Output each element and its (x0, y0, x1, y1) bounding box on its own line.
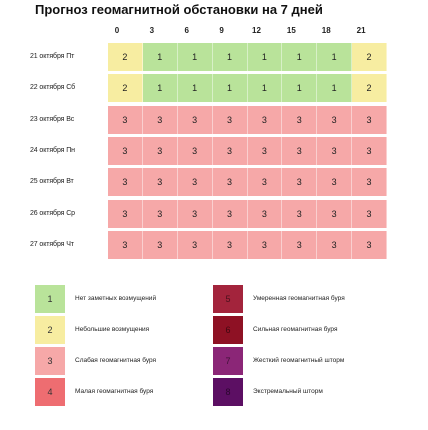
forecast-cell: 3 (143, 200, 178, 228)
forecast-cell: 1 (178, 74, 213, 102)
forecast-cell: 3 (282, 200, 317, 228)
day-label: 27 октября Чт (30, 240, 74, 248)
forecast-cell: 2 (108, 43, 143, 71)
hour-axis (0, 26, 428, 40)
hour-label: 21 (356, 26, 366, 35)
legend-label: Жесткий геомагнитный шторм (253, 357, 345, 364)
legend-item (213, 347, 398, 375)
forecast-cell: 3 (178, 106, 213, 134)
forecast-cell: 3 (248, 137, 283, 165)
hour-label: 3 (149, 26, 155, 35)
legend-label: Сильная геомагнитная буря (253, 326, 338, 333)
forecast-cell: 2 (352, 43, 387, 71)
day-row (0, 137, 428, 165)
legend-label: Экстремальный шторм (253, 388, 323, 395)
forecast-cell: 3 (108, 200, 143, 228)
forecast-cell: 3 (317, 137, 352, 165)
day-row (0, 200, 428, 228)
legend-swatch: 7 (213, 347, 243, 375)
forecast-cell: 3 (213, 168, 248, 196)
legend-label: Нет заметных возмущений (75, 295, 157, 302)
forecast-cell: 1 (248, 74, 283, 102)
legend-label: Умеренная геомагнитная буря (253, 295, 345, 302)
forecast-cell: 3 (108, 231, 143, 259)
forecast-cell: 1 (213, 74, 248, 102)
forecast-cell: 3 (143, 137, 178, 165)
forecast-cell: 3 (143, 168, 178, 196)
forecast-cell: 3 (178, 168, 213, 196)
forecast-cell: 3 (143, 231, 178, 259)
legend-label: Малая геомагнитная буря (75, 388, 154, 395)
forecast-cell: 1 (248, 43, 283, 71)
forecast-cell: 1 (282, 74, 317, 102)
legend-label: Слабая геомагнитная буря (75, 357, 157, 364)
forecast-cell: 3 (317, 106, 352, 134)
legend-item (35, 285, 220, 313)
forecast-cell: 3 (143, 106, 178, 134)
page-title: Прогноз геомагнитной обстановки на 7 дней (35, 2, 323, 17)
legend-swatch: 5 (213, 285, 243, 313)
hour-label: 6 (184, 26, 189, 35)
forecast-cell: 3 (108, 106, 143, 134)
forecast-cell: 3 (213, 137, 248, 165)
legend-swatch: 8 (213, 378, 243, 406)
day-label: 25 октября Вт (30, 178, 74, 186)
forecast-cell: 1 (317, 74, 352, 102)
forecast-cell: 3 (178, 200, 213, 228)
hour-label: 9 (219, 26, 224, 35)
day-row (0, 231, 428, 259)
forecast-cell: 3 (282, 137, 317, 165)
forecast-cell: 3 (213, 200, 248, 228)
forecast-cell: 3 (317, 200, 352, 228)
hour-label: 15 (286, 26, 296, 35)
day-row (0, 106, 428, 134)
forecast-cell: 1 (178, 43, 213, 71)
legend-swatch: 4 (35, 378, 65, 406)
forecast-cell: 3 (282, 106, 317, 134)
forecast-cell: 1 (143, 74, 178, 102)
forecast-cell: 3 (248, 231, 283, 259)
legend-item (213, 285, 398, 313)
day-label: 21 октября Пт (30, 53, 75, 60)
forecast-cell: 2 (352, 74, 387, 102)
legend-item (35, 378, 220, 406)
forecast-cell: 3 (317, 168, 352, 196)
forecast-cell: 3 (282, 168, 317, 196)
forecast-cell: 1 (282, 43, 317, 71)
legend-item (35, 316, 220, 344)
forecast-cell: 3 (248, 200, 283, 228)
hour-label: 12 (252, 26, 261, 35)
forecast-cell: 3 (108, 168, 143, 196)
forecast-cell: 1 (317, 43, 352, 71)
forecast-cell: 1 (213, 43, 248, 71)
forecast-cell: 3 (352, 137, 387, 165)
legend-swatch: 3 (35, 347, 65, 375)
day-row (0, 168, 428, 196)
day-row (0, 43, 428, 71)
legend-label: Небольшие возмущения (75, 326, 150, 333)
legend-swatch: 1 (35, 285, 65, 313)
forecast-cell: 3 (317, 231, 352, 259)
forecast-cell: 3 (282, 231, 317, 259)
forecast-cell: 2 (108, 74, 143, 102)
day-label: 23 октября Вс (30, 115, 75, 123)
forecast-cell: 3 (213, 106, 248, 134)
day-label: 24 октября Пн (30, 146, 75, 154)
forecast-cell: 1 (143, 43, 178, 71)
legend-item (213, 378, 398, 406)
legend-swatch: 2 (35, 316, 65, 344)
legend-item (213, 316, 398, 344)
forecast-cell: 3 (178, 231, 213, 259)
day-label: 22 октября Сб (30, 84, 76, 92)
day-label: 26 октября Ср (30, 209, 75, 217)
forecast-cell: 3 (352, 106, 387, 134)
forecast-cell: 3 (178, 137, 213, 165)
hour-label: 0 (114, 26, 120, 35)
forecast-cell: 3 (108, 137, 143, 165)
forecast-cell: 3 (248, 168, 283, 196)
forecast-cell: 3 (213, 231, 248, 259)
legend-swatch: 6 (213, 316, 243, 344)
forecast-cell: 3 (352, 200, 387, 228)
legend-item (35, 347, 220, 375)
forecast-cell: 3 (248, 106, 283, 134)
forecast-cell: 3 (352, 168, 387, 196)
hour-label: 18 (321, 26, 331, 35)
forecast-cell: 3 (352, 231, 387, 259)
day-row (0, 74, 428, 102)
